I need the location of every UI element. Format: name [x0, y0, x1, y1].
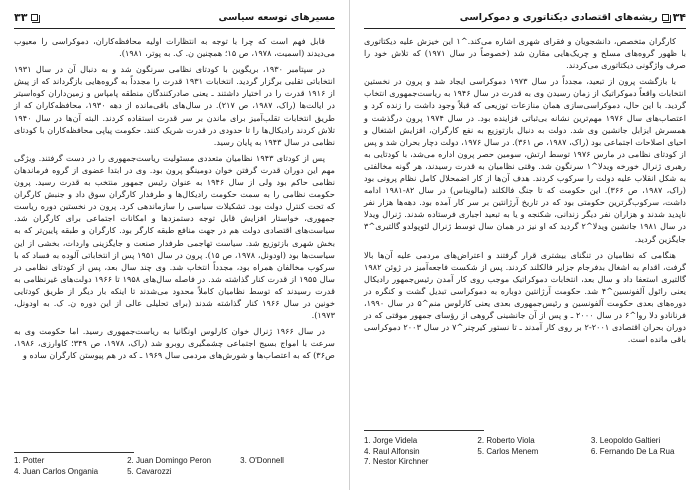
running-head: [364, 10, 686, 29]
footnote: 2. Roberto Viola: [477, 436, 535, 445]
footnote: 5. Carlos Menem: [477, 446, 539, 456]
footnote-divider: [14, 452, 134, 453]
page-number: ۳۴: [672, 10, 686, 24]
square-ornament-icon: [31, 14, 38, 21]
paragraph: پس از کودتای ۱۹۴۳ نظامیان متعددی مسئولیت ریاست‌جمهوری را در دست گرفتند. ویژگی مهم این دوران قدرت گرفتن خوان دومینگو پرون بود. وی در ابتدا عضوی از گروه فرماندهان نظامی حاکم بود ولی از سال ۱۹۴۶ به عنوان رئیس جمهور منتخب به قدرت رسید. پرون حکومت نظامی را به سمت حکومت رادیکال‌ها و طرفدار کارگران سوق داد و جنبش کارگران که تحت کنترل دولت بود. تشکیلات سیاسی را سازماندهی کرد. پرون در نخستین دوره ریاست جمهوری، خواستار افزایش قابل توجه دستمزدها و امکانات اجتماعی برای کارگران شد. سیاست‌های اقتصادی دولت هم در جهت منافع طبقه کارگر بود. کارگران و طبقه پایین‌تر که به بخش شهری بازتوزیع شد. سیاست تهاجمی طرفدار صنعت و جایگزینی واردات، بخشی از این سیاست‌ها بود (اودونل، ۱۹۷۸، ص ۱۵). پرون در سال ۱۹۵۱ پس از انتخاباتی آلوده به فساد که با سرکوب مخالفان همراه بود، مجدداً انتخاب شد. وی چند سال بعد، پس از کودتای نظامی در سال ۱۹۵۵ از قدرت کنار گذاشته شد. در فاصله سال‌های ۱۹۵۸ تا ۱۹۶۶ دولت‌های غیرنظامی به قدرت رسیدند که توسط نظامیان کاملاً محدود می‌شدند تا اینکه بار دیگر از طریق کودتایی خونین در سال ۱۹۶۶ کنار گذاشته شدند (برای تحلیلی عالی از این دوره ن. ک. به اودونل، ۱۹۷۳).: [14, 152, 336, 321]
footnotes: [14, 456, 335, 477]
footnotes: [364, 436, 686, 468]
footnote: 5. Cavarozzi: [127, 466, 172, 476]
paragraph: در سپتامبر ۱۹۳۰، بریگوین با کودتای نظامی سرنگون شد و به دنبال آن در سال ۱۹۳۱ انتخاباتی تقلبی برگزار گردید. انتخابات ۱۹۳۱ قدرت را مجدداً به گروه‌هایی بازگرداند که از پیش از ۱۹۱۶ قدرت را در اختیار داشتند ـ یعنی صادرکنندگان منطقه پامپاس و زمین‌داران کوه‌اسیتر در ایالت‌ها (راک، ۱۹۸۷، ص ۲۱۷). در سال‌های باقی‌مانده از دهه ۱۹۳۰، محافظه‌کاران که از طریق انتخابات تقلب‌آمیز برای ماندن بر سر قدرت استفاده کردند. البته آن‌ها در سال ۱۹۴۰ تلاش کردند رادیکال‌ها را تا حدودی در قدرت شریک کنند. حکومت پیاپی محافظه‌کاران با کودتای نظامی در سال ۱۹۴۳ به پایان رسید.: [14, 64, 335, 147]
body-text: [364, 35, 686, 345]
header-title: ریشه‌های اقتصادی دیکتاتوری و دموکراسی: [459, 11, 658, 23]
paragraph: در سال ۱۹۶۶ ژنرال خوان کارلوس اونگانیا به ریاست‌جمهوری رسید. اما حکومت وی به سرعت با امواج بسیج اجتماعی چشمگیری روبرو شد (راک، ۱۹۷۸، ص ۳۴۹؛ کاوارزی، ۱۹۸۶، ص۳۶) که به اعتصاب‌ها و شورش‌های مردمی سال ۱۹۶۹ ـ که در هم پیوستن کارگران ساده و: [14, 326, 336, 361]
footnote: 6. Fernando De La Rua: [590, 446, 675, 456]
paragraph: با بازگشت پرون از تبعید، مجدداً در سال ۱۹۷۳ دموکراسی ایجاد شد و پرون در نخستین انتخابات واقعاً دموکراتیک از زمان رسیدن وی به قدرت در سال ۱۹۴۶ به ریاست‌جمهوری انتخاب گردید. با این حال، دموکراسی‌سازی همان منازعات توزیعی که قبلاً وجود داشت را زنده کرد و اعتصاب‌های سال ۱۹۷۶ مهم‌ترین نشانه بی‌ثباتی فزاینده بود. در سال ۱۹۷۴ پرون درگذشت و همسرش ایزابل جانشین وی شد. دولت به دنبال بازتوزیع به نفع کارگران، افزایش اشتغال و احیای اصلاحات اجتماعی بود (راک، ۱۹۸۷، ص ۳۶۱). در سال ۱۹۷۶، دولت دچار بحران شد و پس از کودتای نظامی در مارس ۱۹۷۶ توسط ارتش، سومین حصر پرون اداره می‌شد، با کودتایی به رهبری ژنرال خورخه ویدلا^۱ سرنگون شد. وقتی نظامیان به قدرت رسیدند، هر گونه مخالفتی به شکل انقلاب علیه دولت را سرکوب کردند. هدف آن‌ها از کار اضمحلال کامل نظام پرونی بود (راک، ۱۹۸۷، ص ۳۶۶). این حکومت که تا جنگ فالکلند (مالویناس) در سال ۸۲-۱۹۸۱ ادامه داشت، سرکوب‌گرترین حکومتی بود که در تاریخ آرژانتین بر سر کار آمده بود. دهه‌ها هزار نفر ناپدید شدند و هزاران نفر دیگر زندانی، شکنجه و یا به تبعید اجباری فرستاده شدند. ژنرال ویدلا در سال ۱۹۸۱ جانشین ویدلا^۲ گردید که او نیز در همان سال توسط ژنرال لئوپولدو گالتیری^۳ جایگزین گردید.: [364, 76, 687, 244]
footnote: 1. Jorge Videla: [364, 436, 418, 445]
page-number: ۳۳: [14, 10, 28, 24]
body-text: [14, 35, 335, 361]
footnote: 3. Leopoldo Galtieri: [590, 436, 661, 445]
paragraph: هنگامی که نظامیان در تنگنای بیشتری قرار گرفتند و اعتراض‌های مردمی علیه آن‌ها بالا گرفت، اقدام به اشغال بدفرجام جزایر فالکلند کردند. پس از شکست فاجعه‌آمیز در ژوئن ۱۹۸۲ گالتیری استعفا داد و سال بعد، انتخابات دموکراتیک موجب روی کار آمدن رئیس‌جمهور رادیکال یعنی رائول آلفونسین^۴ شد. حکومت آرژانتین دوباره به دموکراسی تبدیل گشت و کنگره در دوره‌های بعدی حکومت آلفونسین و رئیس‌جمهوری بعدی یعنی کارلوس منم^۵ در سال ۱۹۹۰، فرنانادو دلا روا^۶ در سال ۲۰۰۰ ـ و پس از آن جانشینی گروهی از رؤسای جمهور موقتی که در دوران بحران اقتصادی ۲۰۰۱-۲ بر روی کار آمدند ـ تا نستور کیرچنر^۷ در سال ۲۰۰۳ دموکراسی باقی مانده است.: [364, 249, 687, 345]
footnote: 1. Potter: [14, 456, 45, 465]
running-head: [14, 10, 335, 29]
footnote: 4. Raul Alfonsin: [364, 446, 420, 456]
footnote: 7. Nestor Kirchner: [364, 457, 429, 466]
square-ornament-icon: [662, 14, 669, 21]
right-page: [350, 0, 700, 490]
header-title: مسیرهای توسعه سیاسی: [218, 11, 335, 23]
paragraph: کارگران متخصص، دانشجویان و فقرای شهری اشاره می‌کند.^۱ این خیزش علیه دیکتاتوری با ظهور گروه‌های مسلح و چریک‌هایی مقارن شد (خصوصاً در سال ۱۹۷۱) که تلاش خود را صرف واژگونی دیکتاتوری می‌کردند.: [364, 36, 687, 71]
footnote: 2. Juan Domingo Peron: [127, 456, 212, 465]
footnote-divider: [364, 430, 484, 431]
page-number-group: [14, 11, 38, 24]
footnote: 4. Juan Carlos Ongania: [14, 466, 99, 476]
footnote: 3. O'Donnell: [240, 456, 284, 465]
page-number-group: [460, 11, 686, 24]
paragraph: قابل فهم است که چرا با توجه به انتظارات اولیه محافظه‌کاران، دموکراسی را معیوب می‌دیدند (اسمیت، ۱۹۷۸، ص ۱۵؛ همچنین ن. ک. به پوتر، ۱۹۸۱).: [14, 36, 335, 59]
